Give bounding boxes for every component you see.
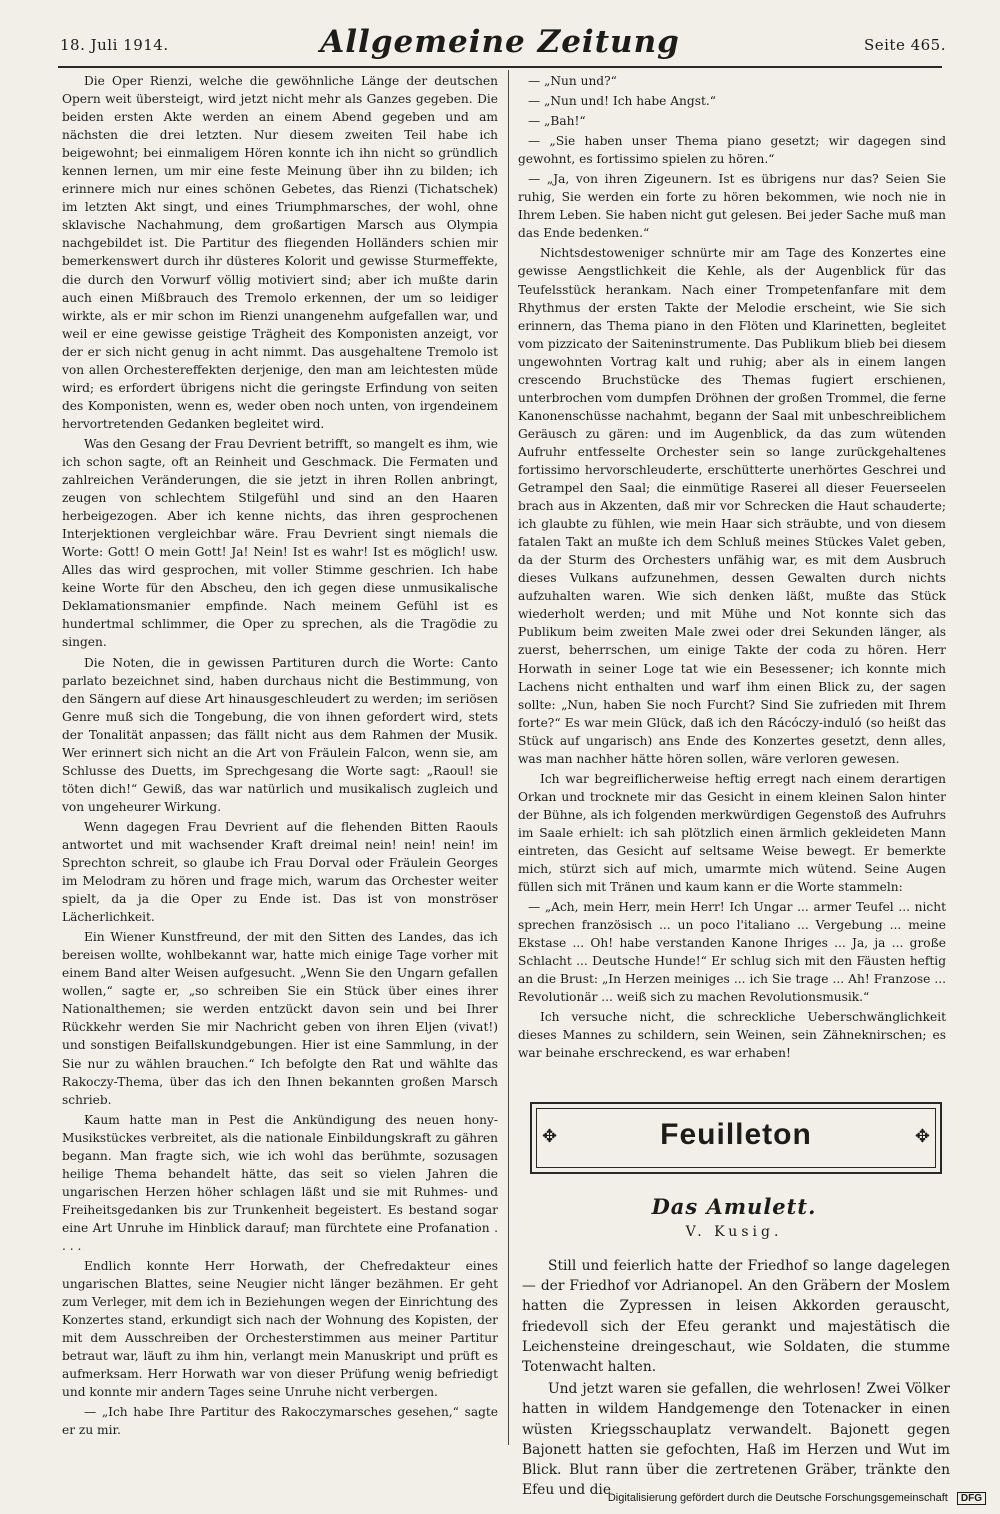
paragraph: Die Oper Rienzi, welche die gewöhnliche Länge der deutschen Opern weit übersteigt, wird jetzt nicht mehr als Ganzes gegeben. Die beiden ersten Akte werden an einem Abend gegeben und am nächsten die drei letzten. Nur diesem zweiten Teil habe ich beigewohnt; bei einmaligem Hören konnte ich ihn nicht so gründlich kennen lernen, um mir eine feste Meinung über ihn zu bilden; ich erinnere mich nur eines schönen Gebetes, das Rienzi (Tichatschek) im letzten Akt singt, und eines Triumphmarsches, der wohl, ohne sklavische Nachahmung, dem großartigen Marsch aus Olympia nachgebildet ist. Die Partitur des fliegenden Holländers schien mir bemerkenswert durch ihr düsteres Kolorit und gewisse Sturmeffekte, die durch den Vorwurf völlig motiviert sind; aber ich mußte darin auch einen Mißbrauch des Tremolo erkennen, der um so leidiger wirkte, als er mir schon im Rienzi unangenehm aufgefallen war, und weil er eine gewisse geistige Trägheit des Komponisten anzeigt, vor der er sich nicht genug in acht nimmt. Das ausgehaltene Tremolo ist von allen Orchestereffekten derjenige, den man am leichtesten müde wird; es erfordert übrigens nicht die geringste Erfindung von seiten des Komponisten, wenn es, weder oben noch unten, von irgendeinem hervortretenden Gedanken begleitet wird. (62, 74, 498, 431)
left-column (62, 72, 498, 1447)
dialogue-line: — „Bah!“ (528, 114, 586, 129)
section-heading: Feuilleton (660, 1118, 812, 1151)
page-number: Seite 465. (863, 36, 946, 54)
ornament-icon: ✥ (914, 1126, 930, 1147)
paragraph: Die Noten, die in gewissen Partituren durch die Worte: Canto parlato bezeichnet sind, haben durchaus nicht die Bestimmung, von den Sängern auf diese Art hinausgeschleudert zu werden; im seriösen Genre muß sich die Tongebung, die von ihnen gefordert wird, stets der Tonalität anpassen; das fällt nicht aus dem Rahmen der Musik. Wer erinnert sich nicht an die Art von Fräulein Falcon, wenn sie, am Schlusse des Duetts, im Sprechgesang die Worte sagt: „Raoul! sie töten dich!“ Gewiß, das war natürlich und musikalisch zugleich und von ungeheurer Wirkung. (62, 655, 498, 814)
feuilleton-banner (530, 1102, 942, 1174)
dialogue-line: — „Nun und! Ich habe Angst.“ (528, 94, 716, 109)
header-rule (58, 66, 942, 68)
paragraph: Und jetzt waren sie gefallen, die wehrlosen! Zwei Völker hatten in wildem Handgemenge den Totenacker in einen wüsten Kriegsschauplatz verwandelt. Bajonett gegen Bajonett hatten sie gefochten, Haß im Herzen und Wut im Blick. Blut rann über die zertretenen Gräber, tränkte den Efeu und die (522, 1381, 950, 1499)
issue-date: 18. Juli 1914. (60, 36, 169, 54)
dialogue-line: — „Ja, von ihren Zigeunern. Ist es übrigens nur das? Seien Sie ruhig, Sie werden ein forte zu hören bekommen, wie noch nie in Ihrem Leben. Sie haben nicht gut gelesen. Bei jeder Sache muß man das Ende bedenken.“ (518, 172, 946, 241)
right-column (518, 72, 946, 1162)
paragraph: Kaum hatte man in Pest die Ankündigung des neuen hony-Musikstückes verbreitet, als die nationale Einbildungskraft zu gähren begann. Man fragte sich, wie ich wohl das berühmte, sozusagen heilige Thema behandelt hätte, das seit so vielen Jahren die ungarischen Herzen höher schlagen läßt und sie mit Ruhmes- und Freiheitsgedanken bis zur Trunkenheit begeistert. Es bestand sogar eine Art Unruhe im Hinblick darauf; man fürchtete eine Profanation . . . . (62, 1112, 498, 1253)
dfg-logo: DFG (957, 1492, 986, 1505)
paragraph: Was den Gesang der Frau Devrient betrifft, so mangelt es ihm, wie ich schon sagte, oft an Reinheit und Geschmack. Die Fermaten und zahlreichen Veränderungen, die sie jetzt in ihren Rollen anbringt, zeugen von schlechtem Stilgefühl und sind an den Haaren herbeigezogen. Aber ich kenne nichts, das ihren gesprochenen Interjektionen vergleichbar wäre. Frau Devrient singt niemals die Worte: Gott! O mein Gott! Ja! Nein! Ist es wahr! Ist es möglich! usw. Alles das wird gesprochen, mit voller Stimme geschrien. Ich habe keine Worte für den Abscheu, den ich gegen diese unmusikalische Deklamationsmanier empfinde. Nach meinem Gefühl ist es hundertmal schlimmer, die Oper zu sprechen, als die Tragödie zu singen. (62, 436, 498, 650)
dialogue-line: — „Nun und?“ (528, 74, 617, 88)
paragraph: Ich war begreiflicherweise heftig erregt nach einem derartigen Orkan und trocknete mir das Gesicht in einem kleinen Salon hinter der Bühne, als ich folgenden merkwürdigen Gegenstoß des Aufruhrs im Saale erhielt: ich sah plötzlich einen ärmlich gekleideten Mann eintreten, das Gesicht auf seltsame Weise bewegt. Er bemerkte mich, stürzt sich auf mich, umarmte mich wütend. Seine Augen füllen sich mit Tränen und kaum kann er die Worte stammeln: (518, 771, 946, 895)
paragraph: Still und feierlich hatte der Friedhof so lange dagelegen — der Friedhof vor Adrianopel. An den Gräbern der Moslem hatten die Zypressen in leisen Akkorden gerauscht, friedevoll sich der Efeu gerankt und majestätisch die Leichensteine dreingeschaut, wie Soldaten, die stumme Totenwacht halten. (522, 1258, 950, 1376)
credit-text: Digitalisierung gefördert durch die Deutsche Forschungsgemeinschaft (607, 1492, 948, 1504)
paragraph: — „Ich habe Ihre Partitur des Rakoczymarsches gesehen,“ sagte er zu mir. (62, 1405, 498, 1438)
paragraph: Endlich konnte Herr Horwath, der Chefredakteur eines ungarischen Blattes, seine Neugier nicht länger bezähmen. Er geht zum Verleger, mit dem ich in Beziehungen wegen der Einrichtung des Konzertes stand, erkundigt sich nach der Wohnung des Kopisten, der mit dem Ausschreiben der Orchesterstimmen aus meiner Partitur betraut war, läuft zu ihm hin, verlangt mein Manuskript und prüft es aufmerksam. Herr Horwath war von dieser Prüfung wenig befriedigt und konnte mir andern Tages seine Unruhe nicht verbergen. (62, 1259, 498, 1400)
story-title: Das Amulett. (651, 1194, 817, 1219)
paragraph: Nichtsdestoweniger schnürte mir am Tage des Konzertes eine gewisse Aengstlichkeit die Kehle, als der Augenblick für das Teufelsstück herankam. Nach einer Trompetenfanfare mit dem Rhythmus der ersten Takte der Melodie erscheint, wie Sie sich erinnern, das Thema piano in den Flöten und Klarinetten, begleitet vom pizzicato der Saiteninstrumente. Das Publikum blieb bei diesem ungewohnten Vortrag kalt und ruhig; aber als in einem langen crescendo Bruchstücke des Themas fugiert erschienen, unterbrochen vom dumpfen Dröhnen der großen Trommel, die ferne Kanonenschüsse nachahmt, begann der Saal mit unbeschreiblichem Geräusch zu gären: und im Augenblick, da das zum wütenden Aufruhr entfesselte Orchester sein so lange zurückgehaltenes fortissimo hervorschleuderte, erschütterte unerhörtes Geschrei und Getrampel den Saal; die einmütige Raserei all dieser Feuerseelen brach aus in Akzenten, daß mir vor Schrecken die Haut schauderte; ich glaubte zu fühlen, wie mein Haar sich sträubte, und von diesem fatalen Takt an mußte ich dem Schluß meines Stückes Valet geben, da der Sturm des Orchesters unfähig war, es mit dem Ausbruch dieses Vulkans aufzunehmen, dessen Gewalten durch nichts aufzuhalten waren. Wie sich denken läßt, mußte das Stück wiederholt werden; und mit Mühe und Not konnte sich das Publikum beim zweiten Male zwei oder drei Sekunden länger, als zuerst, beherrschen, um einige Takte der coda zu hören. Herr Horwath in seiner Loge tat wie ein Besessener; ich konnte mich Lachens nicht enthalten und warf ihm einen Blick zu, der sagen sollte: „Nun, haben Sie noch Furcht? Sind Sie zufrieden mit Ihrem forte?“ Es war mein Glück, daß ich den Rácóczy-induló (so heißt das Stück auf ungarisch) ans Ende des Konzertes gesetzt, denn alles, was man nachher hätte hören sollen, wäre verloren gewesen. (518, 246, 946, 766)
paragraph: Ich versuche nicht, die schreckliche Ueberschwänglichkeit dieses Mannes zu schildern, sein Weinen, sein Zähneknirschen; es war beinahe erschreckend, es war erhaben! (518, 1010, 946, 1061)
paragraph: — „Ach, mein Herr, mein Herr! Ich Ungar ... armer Teufel ... nicht sprechen französisch ... un poco l'italiano ... Vergebung ... meine Ekstase ... Oh! habe verstanden Kanone Ihriges ... Ja, ja ... große Schlacht ... Deutsche Hunde!“ Er schlug sich mit den Fäusten heftig an die Brust: „In Herzen meiniges ... ich Sie trage ... Ah! Franzose ... Revolutionär ... weiß sich zu machen Revolutionsmusik.“ (518, 900, 946, 1005)
paragraph: Wenn dagegen Frau Devrient auf die flehenden Bitten Raouls antwortet und mit wachsender Kraft dreimal nein! nein! nein! im Sprechton schreit, so glaube ich Frau Dorval oder Fräulein Georges im Melodram zu hören und frage mich, warum das Orchester weiter spielt, da ja die Oper zu Ende ist. Das ist von monströser Lächerlichkeit. (62, 819, 498, 925)
paragraph: Ein Wiener Kunstfreund, der mit den Sitten des Landes, das ich bereisen wollte, wohlbekannt war, hatte mich einige Tage vorher mit einem Band alter Weisen aufgesucht. „Wenn Sie den Ungarn gefallen wollen,“ sagte er, „so schreiben Sie ein Stück über eines ihrer Nationalthemen; sie werden entzückt davon sein und bei Ihrer Rückkehr werden Sie mir Nachricht geben von ihren Eljen (vivat!) und sonstigen Beifallskundgebungen. Hier ist eine Sammlung, in der Sie nur zu wählen brauchen.“ Ich befolgte den Rat und wählte das Rakoczy-Thema, über das ich den Ihnen bekannten großen Marsch schrieb. (62, 930, 498, 1107)
story-author: V. Kusig. (685, 1224, 783, 1240)
newspaper-title: Allgemeine Zeitung (320, 24, 680, 60)
ornament-icon: ✥ (542, 1126, 558, 1147)
masthead (50, 24, 950, 64)
digitization-credit (608, 1492, 986, 1505)
column-divider (508, 70, 509, 1445)
dialogue-line: — „Sie haben unser Thema piano gesetzt; wir dagegen sind gewohnt, es fortissimo spielen zu hören.“ (518, 134, 946, 167)
